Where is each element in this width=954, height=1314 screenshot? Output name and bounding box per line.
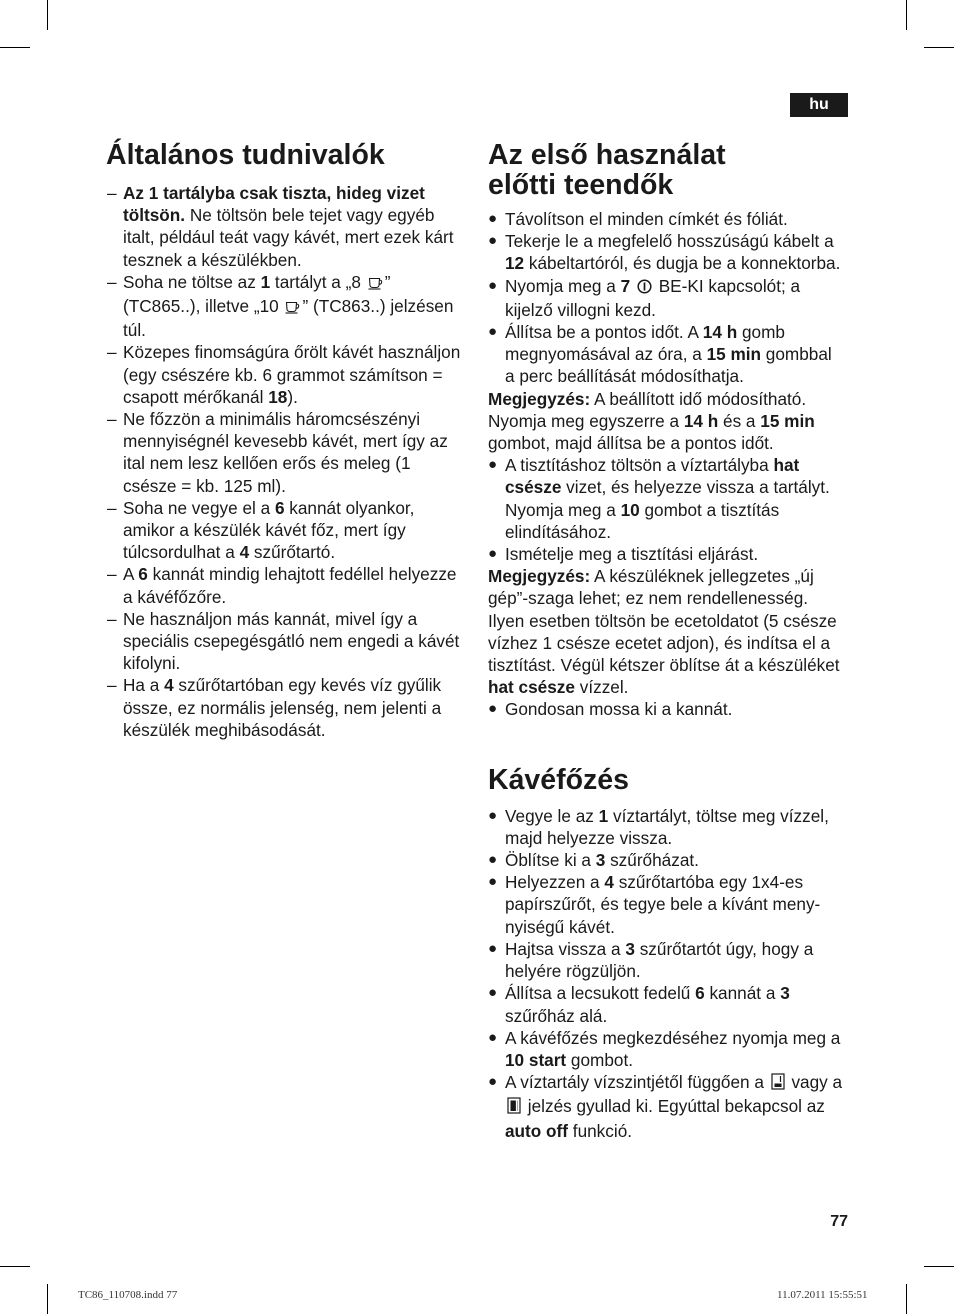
list-item: ● Állítsa a lecsukott fedelű 6 kannát a 3 szűrőház alá. xyxy=(488,982,846,1026)
level-low-icon xyxy=(771,1073,785,1095)
crop-mark xyxy=(906,0,907,30)
final-list xyxy=(488,698,846,720)
list-item: – Ne használjon más kannát, mivel így a speciális csepegésgátló nem engedi a kávét kifolyni. xyxy=(106,608,468,675)
bold-text: 4 xyxy=(239,542,250,563)
bold-text: 10 start xyxy=(505,1049,567,1070)
bold-text: hat csésze xyxy=(488,677,575,698)
bold-text: 3 xyxy=(595,850,606,871)
bold-text: 1 xyxy=(260,271,271,292)
bold-text: 3 xyxy=(625,938,635,959)
list-item: ● Állítsa be a pontos időt. A 14 h gomb megnyomásával az óra, a 15 min gombbal a perc beállítását módosíthatja. xyxy=(488,321,846,388)
slug-file: TC86_110708.indd 77 xyxy=(78,1289,178,1301)
bold-text: 10 xyxy=(620,499,640,520)
first-use-list xyxy=(488,208,846,388)
page-number: 77 xyxy=(830,1213,848,1230)
bold-text: 14 h xyxy=(683,410,719,431)
general-info-list xyxy=(106,182,468,741)
bold-text: 6 xyxy=(695,983,705,1004)
crop-mark xyxy=(0,47,30,48)
general-info-title: Általános tudnivalók xyxy=(106,139,385,171)
list-item: ● Nyomja meg a 7 BE-KI kapcsolót; a kijelző villogni kezd. xyxy=(488,275,846,321)
crop-mark xyxy=(924,47,954,48)
level-full-icon xyxy=(507,1097,521,1119)
bold-text: hat csésze xyxy=(505,455,800,498)
power-icon xyxy=(637,277,652,299)
list-item: – Ha a 4 szűrőtartóban egy kevés víz gyűlik össze, ez normális jelenség, nem jelenti a készülék meghibásodását. xyxy=(106,674,468,741)
bold-text: 6 xyxy=(138,564,148,585)
bold-text: Az 1 tartályba csak tiszta, hideg vizet töltsön. xyxy=(123,183,425,226)
list-item: ● Hajtsa vissza a 3 szűrőtartót úgy, hogy a helyére rögzüljön. xyxy=(488,938,846,982)
list-item: ● A kávéfőzés megkezdéséhez nyomja meg a 10 start gombot. xyxy=(488,1027,846,1071)
list-item: – Az 1 tartályba csak tiszta, hideg vizet töltsön. Ne töltsön bele tejet vagy egyéb italt, például teát vagy kávét, mert ezek kárt tesznek a készülékben. xyxy=(106,182,468,271)
list-item: ● Öblítse ki a 3 szűrőházat. xyxy=(488,849,846,871)
list-item: ● Vegye le az 1 víztartályt, töltse meg vízzel, majd helyezze vissza. xyxy=(488,805,846,849)
brewing-list xyxy=(488,805,846,1142)
bold-text: 12 xyxy=(505,253,525,274)
list-item: ● A víztartály vízszintjétől függően a vagy a jelzés gyullad ki. Egyúttal bekapcsol az auto off funkció. xyxy=(488,1071,846,1142)
crop-mark xyxy=(47,0,48,30)
cleaning-list xyxy=(488,454,846,565)
cup-icon xyxy=(368,273,383,295)
first-use-section xyxy=(488,138,846,1142)
slug-date: 11.07.2011 15:55:51 xyxy=(777,1289,868,1301)
list-item: ● A tisztításhoz töltsön a víztartályba hat csésze vizet, és helyezze vissza a tartályt. Nyomja meg a 10 gombot a tisztítás elindításához. xyxy=(488,454,846,543)
crop-mark xyxy=(906,1284,907,1314)
bold-text: 14 h xyxy=(702,322,738,343)
general-info-section xyxy=(106,138,468,741)
smell-note: Megjegyzés: A készüléknek jellegzetes „új gép”-szaga lehet; ez nem rendellenesség. Ilyen esetben töltsön be ecetoldatot (5 csésze vízhez 1 csésze ecetet adjon), és indítsa el a tisztítást. Végül kétszer öblítse át a készüléket hat csésze vízzel. xyxy=(488,566,840,698)
bold-text: 18 xyxy=(268,386,288,407)
list-item: ● Távolítson el minden címkét és fóliát. xyxy=(488,208,846,230)
crop-mark xyxy=(47,1284,48,1314)
bold-text: 4 xyxy=(164,675,174,696)
first-use-note: Megjegyzés: A beállított idő módosítható. Nyomja meg egyszerre a 14 h és a 15 min gombot, majd állítsa be a pontos időt. xyxy=(488,388,815,454)
list-item: – Soha ne töltse az 1 tartályt a „8 ” (TC865..), illetve „10 ” (TC863..) jelzésen túl. xyxy=(106,271,468,342)
bold-text: 15 min xyxy=(760,410,815,431)
bold-text: auto off xyxy=(505,1120,569,1141)
bold-text: 3 xyxy=(780,983,790,1004)
bold-text: Megjegyzés: xyxy=(488,388,591,409)
language-tab: hu xyxy=(790,93,848,117)
bold-text: 4 xyxy=(604,872,614,893)
bold-text: Megjegyzés: xyxy=(488,566,591,587)
list-item: ● Tekerje le a megfelelő hosszúságú kábelt a 12 kábeltartóról, és dugja be a konnektorba. xyxy=(488,230,846,274)
first-use-title xyxy=(488,140,846,200)
crop-mark xyxy=(0,1266,30,1267)
bold-text: 15 min xyxy=(706,344,762,365)
list-item: ● Gondosan mossa ki a kannát. xyxy=(488,698,846,720)
crop-mark xyxy=(924,1266,954,1267)
first-use-title-line2: előtti teendők xyxy=(488,169,674,201)
list-item: – Soha ne vegye el a 6 kannát olyankor, amikor a készülék kávét főz, mert így túlcsordulhat a 4 szűrőtartó. xyxy=(106,497,468,564)
bold-text: 1 xyxy=(598,805,609,826)
list-item: ● Helyezzen a 4 szűrőtartóba egy 1x4-es papírszűrőt, és tegye bele a kívánt menynyiségű kávét. xyxy=(488,871,846,938)
list-item: ● Ismételje meg a tisztítási eljárást. xyxy=(488,543,846,565)
bold-text: 7 xyxy=(620,275,631,296)
first-use-title-line1: Az első használat xyxy=(488,139,726,171)
list-item: – A 6 kannát mindig lehajtott fedéllel helyezze a kávéfőzőre. xyxy=(106,563,468,607)
list-item: – Közepes finomságúra őrölt kávét használjon (egy csészére kb. 6 grammot számítson = csapott mérőkanál 18). xyxy=(106,341,468,408)
brewing-title: Kávéfőzés xyxy=(488,763,629,796)
cup-icon xyxy=(285,297,300,319)
list-item: – Ne főzzön a minimális háromcsészényi mennyiségnél kevesebb kávét, mert így az ital nem lesz kellően erős és meleg (1 csésze = kb. 125 ml). xyxy=(106,408,468,497)
bold-text: 6 xyxy=(274,497,285,518)
